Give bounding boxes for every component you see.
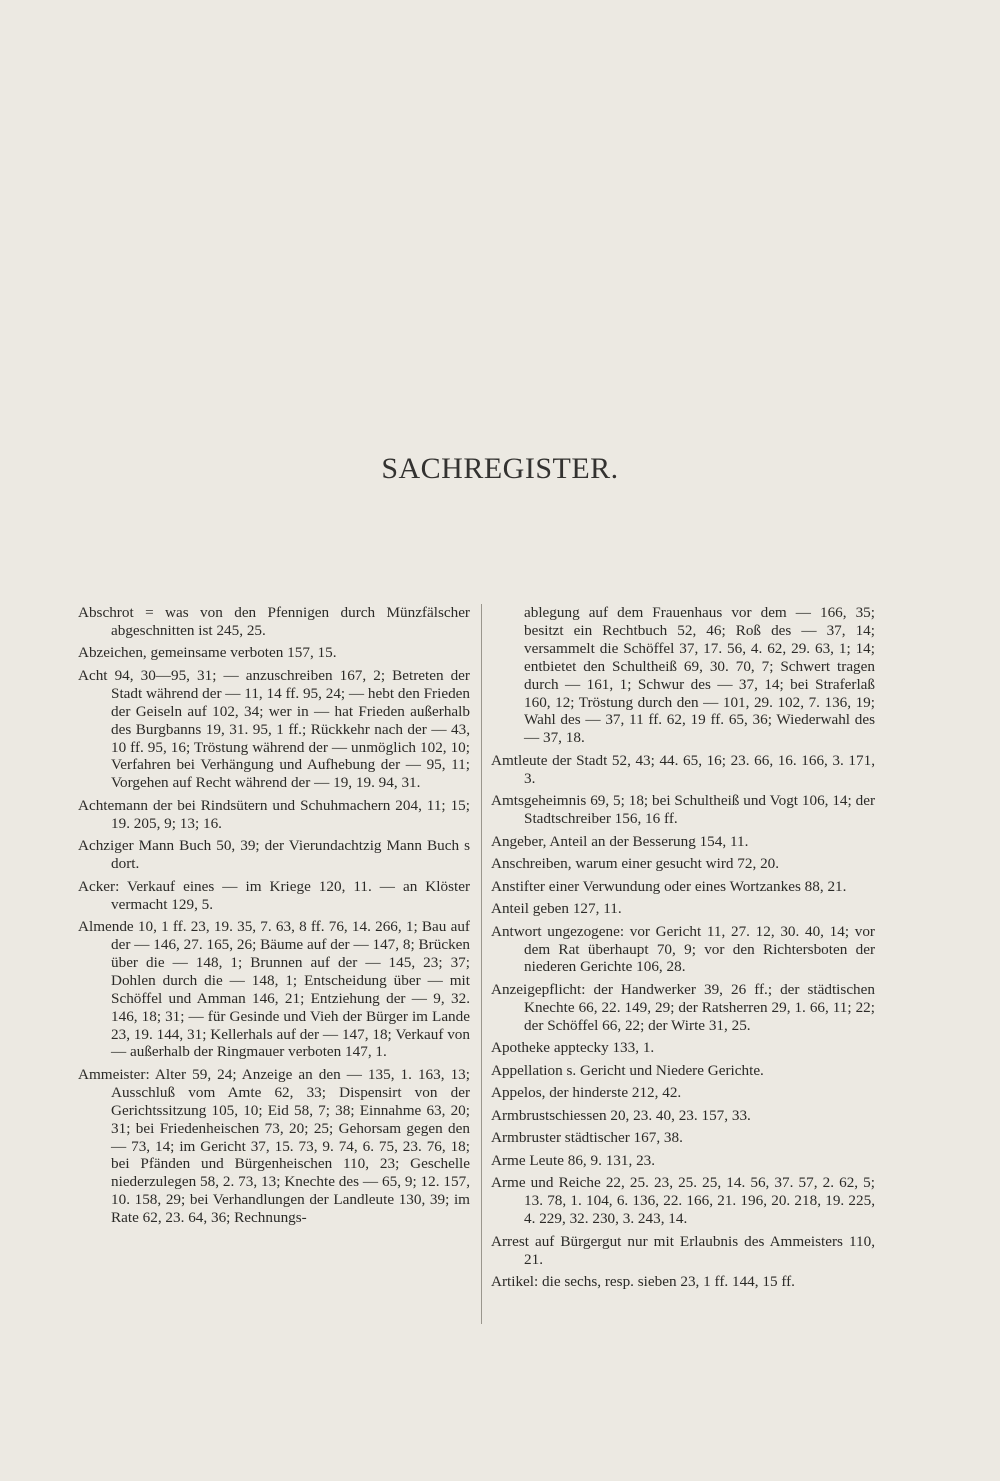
index-entry: Armbrustschiessen 20, 23. 40, 23. 157, 33.	[491, 1106, 751, 1124]
column-divider	[481, 604, 482, 1324]
index-entry: Amtsgeheimnis 69, 5; 18; bei Schultheiß und Vogt 106, 14; der Stadtschreiber 156, 16 ff.	[491, 792, 875, 828]
index-entry: Anstifter einer Verwundung oder eines Wortzankes 88, 21.	[491, 877, 847, 895]
index-entry: Abschrot = was von den Pfennigen durch Münzfälscher abgeschnitten ist 245, 25.	[78, 604, 470, 639]
index-column-left	[78, 604, 470, 1232]
index-entry: Anteil geben 127, 11.	[491, 900, 622, 918]
index-entry: Abzeichen, gemeinsame verboten 157, 15.	[78, 644, 337, 662]
index-entry: Almende 10, 1 ff. 23, 19. 35, 7. 63, 8 ff. 76, 14. 266, 1; Bau auf der — 146, 27. 165, 26; Bäume auf der — 147, 8; Brücken über die — 148, 1; Brunnen auf der — 145, 23; 37; Dohlen durch die — 148, 1; Entscheidung über — mit Schöffel und Amman 146, 21; Entziehung der — 9, 32. 146, 18; 31; — für Gesinde und Vieh der Bürger im Lande 23, 19. 144, 31; Kellerhals auf der — 147, 18; Verkauf von — außerhalb der Ringmauer verboten 147, 1.	[78, 918, 470, 1061]
index-entry: Angeber, Anteil an der Besserung 154, 11.	[491, 832, 749, 850]
index-entry: Arme und Reiche 22, 25. 23, 25. 25, 14. 56, 37. 57, 2. 62, 5; 13. 78, 1. 104, 6. 136, 22. 166, 21. 196, 20. 218, 19. 225, 4. 229, 32. 230, 3. 243, 14.	[491, 1174, 875, 1228]
index-entry: Appelos, der hinderste 212, 42.	[491, 1084, 682, 1102]
index-entry: Acker: Verkauf eines — im Kriege 120, 11. — an Klöster vermacht 129, 5.	[78, 877, 470, 913]
index-entry: Antwort ungezogene: vor Gericht 11, 27. 12, 30. 40, 14; vor dem Rat überhaupt 70, 9; vor den Richtersboten der niederen Gerichte 106, 28.	[491, 922, 875, 976]
index-entry: Arrest auf Bürgergut nur mit Erlaubnis des Ammeisters 110, 21.	[491, 1232, 875, 1268]
index-entry: Artikel: die sechs, resp. sieben 23, 1 ff. 144, 15 ff.	[491, 1273, 795, 1290]
index-entry: Achtemann der bei Rindsütern und Schuhmachern 204, 11; 15; 19. 205, 9; 13; 16.	[78, 796, 470, 832]
index-entry: Anzeigepflicht: der Handwerker 39, 26 ff.; der städtischen Knechte 66, 22. 149, 29; der Ratsherren 29, 1. 66, 11; 22; der Schöffel 66, 22; der Wirte 31, 25.	[491, 980, 875, 1034]
index-column-right	[491, 604, 875, 1296]
index-entry: Arme Leute 86, 9. 131, 23.	[491, 1151, 656, 1169]
index-entry: Acht 94, 30—95, 31; — anzuschreiben 167, 2; Betreten der Stadt während der — 11, 14 ff. 95, 24; — hebt den Frieden der Geiseln auf 102, 34; wer in — hat Frieden außerhalb des Burgbanns 19, 31. 95, 1 ff.; Rückkehr nach der — 43, 10 ff. 95, 16; Tröstung während der — unmöglich 102, 10; Verfahren bei Verhängung und Aufhebung der — 95, 11; Vorgehen auf Recht während der — 19, 19. 94, 31.	[78, 666, 470, 792]
index-entry: Armbruster städtischer 167, 38.	[491, 1129, 683, 1147]
index-entry: Anschreiben, warum einer gesucht wird 72, 20.	[491, 855, 780, 873]
page-title: SACHREGISTER.	[381, 452, 619, 485]
index-entry: Apotheke apptecky 133, 1.	[491, 1039, 655, 1057]
index-entry: Appellation s. Gericht und Niedere Gerichte.	[491, 1061, 764, 1079]
index-entry: Amtleute der Stadt 52, 43; 44. 65, 16; 23. 66, 16. 166, 3. 171, 3.	[491, 751, 875, 787]
index-entry: Ammeister: Alter 59, 24; Anzeige an den — 135, 1. 163, 13; Ausschluß vom Amte 62, 33; Dispensirt von der Gerichtssitzung 105, 10; Eid 58, 7; 38; Einnahme 63, 20; 31; bei Friedenheischen 73, 20; 25; Gehorsam gegen den — 73, 14; im Gericht 37, 15. 73, 9. 74, 6. 75, 23. 76, 18; bei Pfänden und Bürgenheischen 110, 23; Geschelle niederzulegen 58, 2. 73, 13; Knechte des — 65, 9; 12. 157, 10. 158, 29; bei Verhandlungen der Landleute 130, 39; im Rate 62, 23. 64, 36; Rechnungs-	[78, 1065, 470, 1227]
index-entry: Achziger Mann Buch 50, 39; der Vierundachtzig Mann Buch s dort.	[78, 837, 470, 873]
index-entry-continuation: ablegung auf dem Frauenhaus vor dem — 166, 35; besitzt ein Rechtbuch 52, 46; Roß des — 37, 14; versammelt die Schöffel 37, 17. 56, 4. 62, 29. 63, 1; 14; entbietet den Schultheiß 69, 30. 70, 7; Schwert tragen durch — 161, 1; Schwur des — 37, 14; bei Straferlaß 160, 12; Tröstung durch den — 101, 29. 102, 7. 136, 19; Wahl des — 37, 11 ff. 62, 19 ff. 65, 36; Wiederwahl des — 37, 18.	[524, 604, 875, 747]
